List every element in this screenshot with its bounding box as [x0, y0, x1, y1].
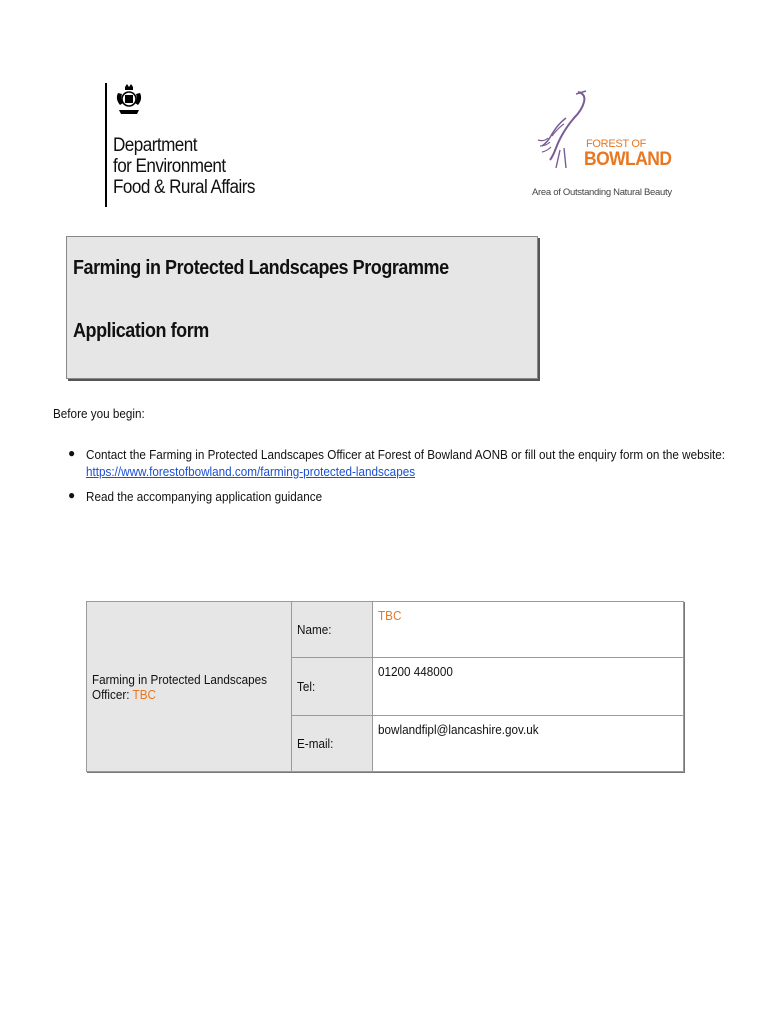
tel-value: 01200 448000 [378, 664, 454, 679]
bullet-list [68, 446, 770, 513]
name-label-cell [292, 602, 373, 658]
list-item [68, 488, 770, 505]
royal-crest-icon [115, 83, 143, 117]
tel-value-cell [373, 658, 684, 716]
before-you-begin: Before you begin: [53, 406, 145, 421]
officer-tbc: TBC [132, 686, 156, 702]
website-link[interactable]: https://www.forestofbowland.com/farming-protected-landscapes [86, 464, 416, 479]
officer-lead-text: Farming in Protected Landscapes [92, 671, 267, 687]
bullet-icon: ● [68, 446, 76, 460]
table-row [87, 602, 684, 658]
email-value[interactable]: bowlandfipl@lancashire.gov.uk [378, 722, 539, 737]
officer-contact-table [86, 601, 684, 772]
form-title: Application form [73, 320, 209, 342]
name-label: Name: [297, 622, 332, 637]
email-label-cell [292, 716, 373, 772]
defra-line-2: for Environment [113, 156, 226, 177]
bullet-text: Contact the Farming in Protected Landscapes Officer at Forest of Bowland AONB or fill out the enquiry form on the website: [86, 447, 726, 462]
defra-line-1: Department [113, 135, 197, 156]
tel-label-cell [292, 658, 373, 716]
email-value-cell [373, 716, 684, 772]
defra-logo [105, 83, 271, 207]
name-value-cell [373, 602, 684, 658]
email-label: E-mail: [297, 736, 334, 751]
tel-label: Tel: [297, 679, 316, 694]
name-value: TBC [378, 608, 402, 623]
bullet-icon: ● [68, 488, 76, 502]
fob-bowland-text: BOWLAND [584, 149, 672, 170]
officer-lead-cell [87, 602, 292, 772]
forest-of-bowland-logo [528, 88, 672, 203]
list-item [68, 446, 770, 480]
title-box [66, 236, 538, 379]
bullet-text: Read the accompanying application guidance [86, 489, 323, 504]
fob-forest-text: FOREST OF [586, 138, 647, 150]
fob-tagline: Area of Outstanding Natural Beauty [532, 187, 672, 198]
defra-line-3: Food & Rural Affairs [113, 177, 255, 198]
officer-label: Officer: [92, 686, 130, 702]
programme-title: Farming in Protected Landscapes Programme [73, 257, 449, 279]
